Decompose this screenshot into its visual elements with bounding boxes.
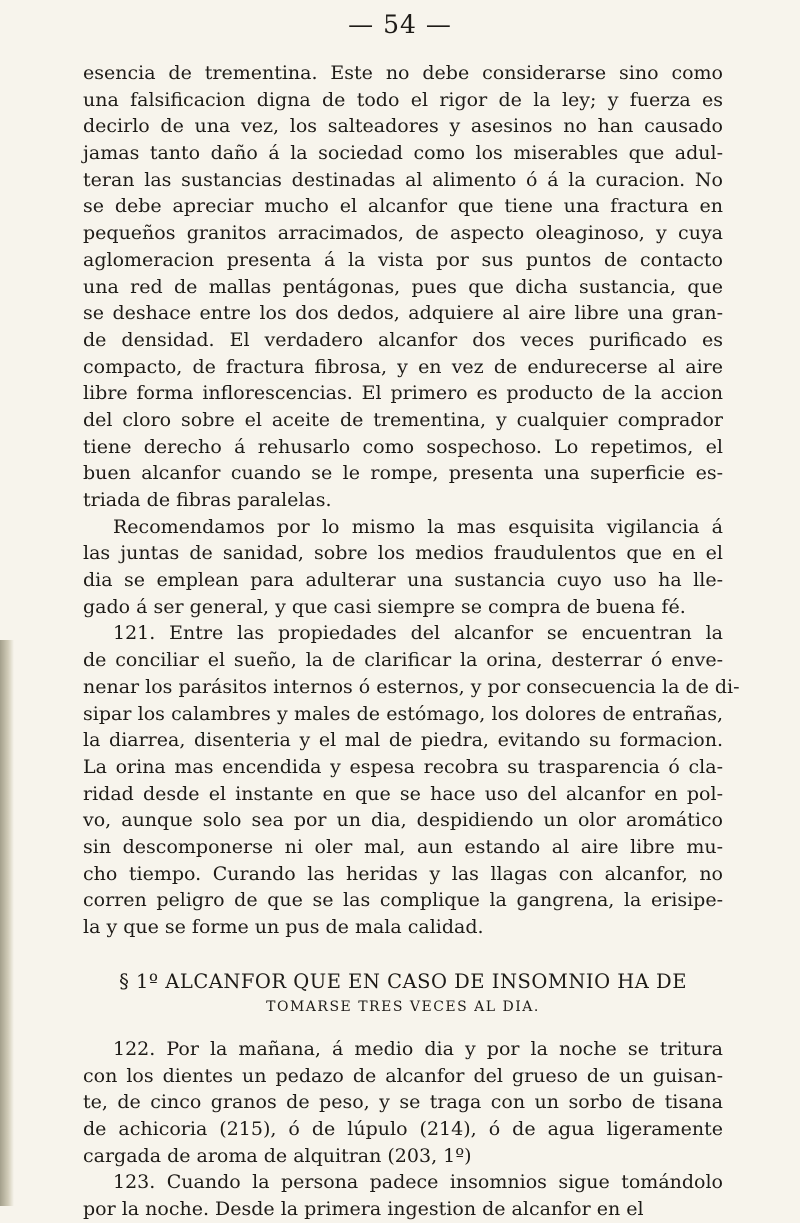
text-line: una red de mallas pentágonas, pues que dicha sustancia, que [83,275,723,298]
text-line: sin descomponerse ni oler mal, aun estando al aire libre mu- [83,835,723,858]
text-line: La orina mas encendida y espesa recobra su trasparencia ó cla- [83,755,723,778]
text-line: 123. Cuando la persona padece insomnios sigue tomándolo [113,1171,723,1194]
text-line: buen alcanfor cuando se le rompe, presenta una superficie es- [83,462,723,485]
text-line: libre forma inflorescencias. El primero es producto de la accion [83,382,723,405]
text-line: dia se emplean para adulterar una sustancia cuyo uso ha lle- [83,569,723,592]
text-line: pequeños granitos arracimados, de aspecto oleaginoso, y cuya [83,222,723,245]
page-number: — 54 — [348,10,452,39]
body-text [83,60,740,941]
text-line: de achicoria (215), ó de lúpulo (214), ó de agua ligeramente [83,1118,723,1141]
text-line: de densidad. El verdadero alcanfor dos veces purificado es [83,328,723,351]
page-gutter-shadow [0,640,14,1206]
text-line: triada de fibras paralelas. [83,489,332,511]
text-line: decirlo de una vez, los salteadores y asesinos no han causado [83,115,723,138]
text-line: aglomeracion presenta á la vista por sus puntos de contacto [83,248,723,271]
text-line: gado á ser general, y que casi siempre se compra de buena fé. [83,595,686,618]
text-line: la diarrea, disenteria y el mal de piedra, evitando su formacion. [83,729,723,752]
text-line: compacto, de fractura fibrosa, y en vez de endurecerse al aire [83,355,723,378]
text-line: 122. Por la mañana, á medio dia y por la noche se tritura [113,1038,723,1060]
text-line: corren peligro de que se las complique la gangrena, la erisipe- [83,889,723,912]
text-line: teran las sustancias destinadas al alimento ó á la curacion. No [83,168,723,191]
text-line: con los dientes un pedazo de alcanfor del grueso de un guisan- [83,1064,723,1087]
text-line: una falsificacion digna de todo el rigor de la ley; y fuerza es [83,88,723,111]
text-line: nenar los parásitos internos ó esternos, y por consecuencia la de di- [83,675,740,698]
section-subtitle: TOMARSE TRES VECES AL DIA. [266,999,540,1015]
text-line: Recomendamos por lo mismo la mas esquisita vigilancia á [113,515,723,538]
text-line: ridad desde el instante en que se hace uso del alcanfor en pol- [83,782,723,805]
text-line: por la noche. Desde la primera ingestion de alcanfor en el [83,1198,644,1221]
text-line: se deshace entre los dos dedos, adquiere al aire libre una gran- [83,302,723,325]
section-title: § 1º ALCANFOR QUE EN CASO DE INSOMNIO HA DE [119,970,687,993]
text-line: 121. Entre las propiedades del alcanfor se encuentran la [113,622,723,645]
text-line: cargada de aroma de alquitran (203, 1º) [83,1144,472,1167]
text-line: esencia de trementina. Este no debe considerarse sino como [83,62,723,84]
text-line: de conciliar el sueño, la de clarificar la orina, desterrar ó enve- [83,649,723,672]
text-line: se debe apreciar mucho el alcanfor que tiene una fractura en [83,195,723,218]
text-line: cho tiempo. Curando las heridas y las llagas con alcanfor, no [83,862,723,885]
section-heading [83,968,723,1018]
text-line: sipar los calambres y males de estómago, los dolores de entrañas, [83,702,723,725]
section-text [83,1036,723,1223]
text-line: vo, aunque solo sea por un dia, despidiendo un olor aromático [83,809,723,832]
text-line: las juntas de sanidad, sobre los medios fraudulentos que en el [83,542,723,565]
text-line: tiene derecho á rehusarlo como sospechoso. Lo repetimos, el [83,435,723,458]
text-line: jamas tanto daño á la sociedad como los miserables que adul- [83,142,723,165]
text-line: del cloro sobre el aceite de trementina, y cualquier comprador [83,408,723,431]
text-line: la y que se forme un pus de mala calidad. [83,916,484,938]
text-line: te, de cinco granos de peso, y se traga con un sorbo de tisana [83,1091,723,1114]
